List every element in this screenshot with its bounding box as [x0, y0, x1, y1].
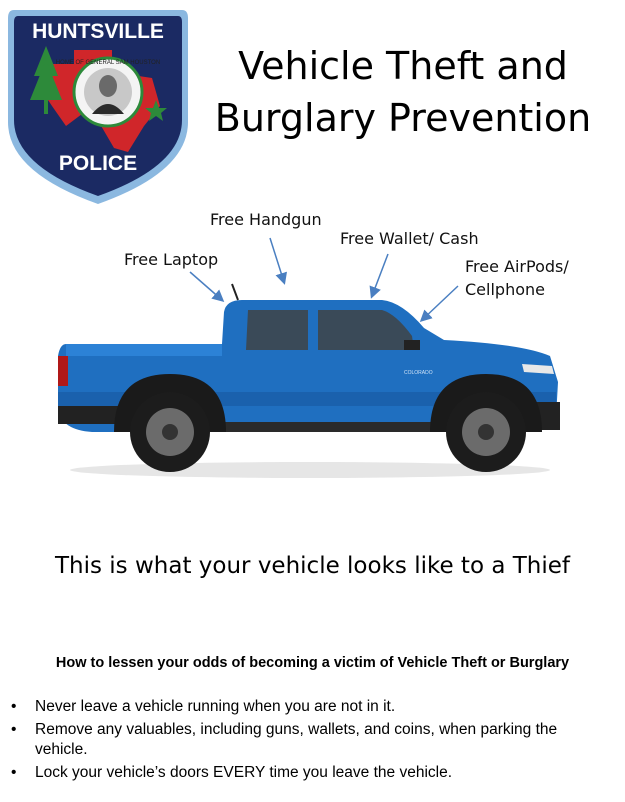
bullet-icon: • [11, 698, 17, 715]
callout-handgun: Free Handgun [210, 210, 322, 229]
tip-text: Remove any valuables, including guns, wallets, and coins, when parking the vehicle. [35, 720, 558, 758]
tagline: This is what your vehicle looks like to a Thief [54, 553, 571, 579]
title-line-1: Vehicle Theft and [238, 44, 568, 88]
tip-text: Lock your vehicle’s doors EVERY time you leave the vehicle. [35, 763, 453, 781]
tip-text: Never leave a vehicle running when you are not in it. [35, 698, 396, 715]
rear-window [246, 310, 308, 350]
callout-airpods-line-2: Cellphone [465, 280, 545, 299]
rear-wheel-icon [130, 392, 210, 472]
callout-airpods-line-1: Free AirPods/ [465, 257, 569, 276]
badge-bottom-text: POLICE [58, 152, 138, 175]
front-wheel-icon [446, 392, 526, 472]
huntsville-police-badge [4, 2, 192, 208]
page-title [205, 40, 601, 144]
tips-list [8, 697, 613, 785]
arrow-handgun [270, 238, 284, 282]
bullet-icon: • [11, 763, 17, 781]
pickup-truck-image [52, 282, 568, 482]
callout-laptop: Free Laptop [124, 250, 219, 269]
seal-text: HOME OF GENERAL SAM HOUSTON [55, 60, 161, 66]
list-item [8, 763, 613, 784]
list-item [8, 720, 613, 761]
badge-top-text: HUNTSVILLE [32, 20, 164, 43]
list-item [8, 697, 613, 718]
side-mirror [404, 340, 420, 350]
title-line-2: Burglary Prevention [214, 96, 592, 140]
tips-heading: How to lessen your odds of becoming a victim of Vehicle Theft or Burglary [55, 655, 570, 671]
bullet-icon: • [11, 720, 17, 738]
tail-light [58, 356, 68, 386]
model-badge: COLORADO [404, 370, 433, 376]
callout-wallet: Free Wallet/ Cash [340, 229, 479, 248]
